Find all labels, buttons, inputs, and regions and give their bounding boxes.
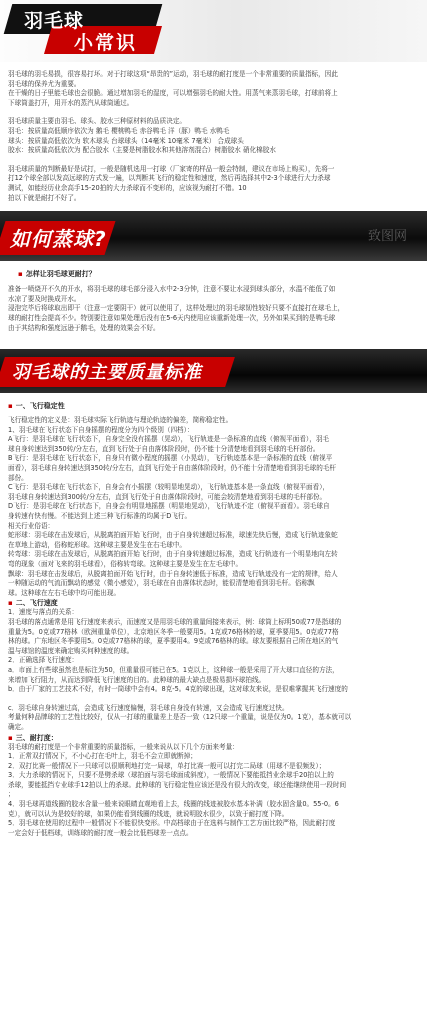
text-line: D飞行：是羽毛球在飞行状态下，自身会有明显地摇摆（明显地晃动），飞行轨迹不定（俯视平面看）。羽毛球自 bbox=[8, 502, 330, 511]
banner-title: 羽毛球的主要质量标准 bbox=[12, 362, 202, 384]
paragraph-gap bbox=[8, 695, 419, 704]
banner-title-line2: 小常识 bbox=[74, 32, 138, 54]
text-line: b．由于厂家的工艺技术不好，有时一筒球中会有4。8克-5。4克的球出现，这对球友来说，是很难掌握其飞行速度的 bbox=[8, 685, 348, 694]
text-line: 羽毛：按质量高低顺序依次为 鹅毛 樱桃鸭毛 赤谷鸭毛 洋（豚）鸭毛 水鸭毛 bbox=[8, 126, 230, 135]
text-line: 胶水：按质量高低依次为 配合胶水（主要是树脂胶水和其他溶剂混合）树脂胶水 硝化棉胶水 bbox=[8, 146, 276, 155]
text-line: 一种随运动的气流而飘动的感觉（微小感觉），羽毛球在自由落体状态时，能很清楚地看到羽毛杆。俗称飘 bbox=[8, 579, 315, 588]
banner-title-line1: 羽毛球 bbox=[24, 10, 85, 32]
text-line: 转弯球：羽毛球在击发球后，从脱离拍面开始飞行时，由于自身转速超过标准，造成飞行轨迹有一个明显地向左转 bbox=[8, 550, 338, 559]
heading-durability: ▪ 三、耐打度： bbox=[8, 733, 419, 743]
text-line: 林的球。广东地区冬季要用5。0克或77格林的球，夏季要用4。9克或76格林的球。球友要根据自己所在地区的气 bbox=[8, 637, 339, 646]
text-line: 羽毛球的耐打度是一个非常重要的质量指标，一般来说从以下几个方面来考量： bbox=[8, 742, 239, 751]
text-line: C飞行：是羽毛球在飞行状态下，自身会有小摇摆（较明显地晃动），飞行轨迹基本是一条直线（俯视平面看）， bbox=[8, 483, 330, 492]
text-line: 确定。 bbox=[8, 722, 28, 731]
text-line: 在干燥的日子里能毛球也会很脆。通过增加羽毛的湿度，可以增强羽毛的耐大性。用蒸气来蒸羽毛球，打球前将上 bbox=[8, 89, 338, 98]
text-line: 杀球，要能抵挡专业球手12拍以上的杀球。此种球的飞行稳定性应该还是没有很大的改变，球还能继续使用一段时间 bbox=[8, 780, 347, 789]
text-line: 由于其结构和强度远逊于鹅毛，处理的效果会不好。 bbox=[8, 323, 160, 332]
text-line: 部份。 bbox=[8, 473, 28, 482]
heading-flight-stability: ▪ 一、飞行稳定性 bbox=[8, 401, 419, 411]
text-line: 1、羽毛球在飞行状态下自身摇摆的程度分为四个级别（四档）： bbox=[8, 425, 194, 434]
text-line: 飘球：羽毛球在击发球后，从脱离拍面开始飞行时，由于自身转速低于标准，造成飞行轨迹没有一定的规律，给人 bbox=[8, 569, 338, 578]
text-line: 羽毛球的落点通常是用飞行速度来表示，而速度又是用羽毛球的重量间接来表示，例：球筒上标明50或77是指球的 bbox=[8, 617, 342, 626]
text-line: 球。这种球在左右毛球中均可能出现。 bbox=[8, 588, 121, 597]
text-line: a．市面上有些球虽然也是标注为50，但重量很可能已在5。1克以上，这种球一般是采用了开大球口直径的方法， bbox=[8, 665, 339, 674]
text-line: 飞行稳定性的定义是：羽毛球实际飞行轨迹与理论轨迹的偏差，简称稳定性。 bbox=[8, 416, 233, 425]
question-heading: ▪ 怎样让羽毛球更耐打？ bbox=[8, 269, 419, 280]
text-line: 球自身转速达到350转/分左右，直到飞行处于自由落体阶段时，仍不能十分清楚地看到羽毛球的毛杆部份。 bbox=[8, 444, 320, 453]
text-line: 拍以下就是耐打不好了。 bbox=[8, 193, 81, 202]
header-banner-badminton-tips bbox=[0, 0, 427, 62]
text-line: 5．羽毛球在使用的过程中一般情况下不能很快变形。中高档球由于在选料与制作工艺方面比较严格，因此耐打度 bbox=[8, 819, 336, 828]
text-line: 羽毛球自身转速达到300转/分左右，直到飞行处于自由落体阶段时，可能会较清楚地看到羽毛球的毛杆部份。 bbox=[8, 492, 327, 501]
text-line: 1．速度与落点的关系： bbox=[8, 608, 79, 617]
intro-section bbox=[0, 62, 427, 203]
text-line: 球头：按质量高低依次为 软木球头 台球球头（14毫米 10毫米 7毫米） 合成球头 bbox=[8, 136, 244, 145]
quality-section bbox=[0, 393, 427, 838]
text-line: 蛇形球：羽毛球在击发球后，从脱离拍面开始飞行时，由于自身转速超过标准，球速先快后慢，造成飞行轨迹象蛇 bbox=[8, 531, 338, 540]
steam-section bbox=[0, 261, 427, 333]
text-line: 面看），羽毛球自身转速达到350转/分左右，直到飞行处于自由落体阶段时，仍不能十分清楚地看到羽毛球的毛杆 bbox=[8, 464, 337, 473]
heading-flight-speed: ▪ 二、飞行速度 bbox=[8, 598, 419, 608]
text-line: ； bbox=[8, 790, 15, 799]
text-line: 羽毛球质量主要由羽毛、球头、胶水三种原材料的品质决定。 bbox=[8, 117, 187, 126]
text-line: 准备一喷烧开不久的开水，将羽毛球的球毛部分浸入水中2-3分钟，注意不要让水浸到球头部分，水温不能低了如 bbox=[8, 285, 336, 294]
text-line: 下球筒盖打开，用开水的蒸汽从球筒通过。 bbox=[8, 98, 134, 107]
text-line: 2．双打比赛一般情况下一只球可以很顺利地打完一局球，单打比赛一般可以打完二局球（用球不是很频发）； bbox=[8, 761, 326, 770]
banner-title: 如何蒸球? bbox=[10, 227, 107, 252]
text-line: 打12个球全部以发高远球的方式发一遍，以判断其飞行的稳定性和速度，然后再选择其中2-3个球进行大力杀球 bbox=[8, 174, 331, 183]
text-line: 身转速有快有慢。不能达到上述三种飞行标准的均属于D飞行。 bbox=[8, 512, 192, 521]
text-line: c．羽毛球自身转速过高，会造成飞行速度偏慢，羽毛球自身没有转速，又会造成飞行速度过快。 bbox=[8, 703, 289, 712]
text-line: 重量为5。0克或77格林（欧洲重量单位），北京地区冬季一般要用5。1克或76格林的球，夏季要用5。0克或77格 bbox=[8, 627, 339, 636]
text-line: A飞行：是羽毛球在飞行状态下，自身完全没有摇摆（晃动），飞行轨迹是一条标准的直线（俯视平面看），羽毛 bbox=[8, 435, 330, 444]
text-line: 羽毛球的羽毛易损，很容易打坏。对于打球这项“昂贵的”运动，羽毛球的耐打度是一个非常重要的质量指标，因此 bbox=[8, 70, 338, 78]
text-line: 水凉了要及时换成开水。 bbox=[8, 294, 81, 303]
paragraph-gap bbox=[8, 156, 419, 165]
banner-quality-standards bbox=[0, 349, 427, 393]
text-line: 2．正确选择飞行速度： bbox=[8, 656, 79, 665]
text-line: 相关行业俗语： bbox=[8, 521, 55, 530]
text-line: 弯的现象（面对飞来的羽毛球看），俗称转弯球。这种球主要是发生在左毛球中。 bbox=[8, 560, 243, 568]
text-line: 1．正常双打情况下，不小心打在毛叶上，羽毛不会立即就断掉； bbox=[8, 752, 197, 761]
text-line: B飞行：是羽毛球在飞行状态下，自身只有微小程度的摇摆（小晃动），飞行轨迹基本是一条标准的直线（俯视平 bbox=[8, 454, 333, 463]
banner-how-to-steam bbox=[0, 211, 427, 261]
text-line: 测试，如能经历业余高手15-20拍的大力杀球而不变形的，应该视为耐打不错。10 bbox=[8, 183, 247, 192]
text-line: 温与球馆的温度来确定购买何种速度的球。 bbox=[8, 646, 134, 655]
text-line: 浸泡完毕后将球取出即干（注意一定要阴干）就可以使用了，这样处理过的羽毛球韧性较好只要不直接打在球毛上， bbox=[8, 304, 345, 313]
text-line: 克），就可以认为是较好的球，如果仍能看到线圈的线迹，就说明胶水很少，以致于耐打度下降。 bbox=[8, 809, 289, 818]
text-line: 一定会好于低档球，训练球的耐打度一般会比低档球差一点点。 bbox=[8, 828, 193, 837]
text-line: 球的耐打性会提高不少。特别要注意如果处理后没有在5-6天内使用应该重新处理一次，另外如果买到的是鸭毛球 bbox=[8, 313, 336, 322]
text-line: 在草地上游动，俗称蛇形球。这种球主要是发生在右毛球中。 bbox=[8, 540, 187, 549]
text-line: 4．羽毛球再道线圈的胶水含量一般来说眼睛直观地看上去，线圈的线迹被胶水基本补满（胶水固含量0。55-0。6 bbox=[8, 800, 339, 809]
text-line: 考量何种品牌球的工艺性比较好，仅从一打球的重量差上是否一致（12只球一个重量，说是仅为0。1克），基本就可以 bbox=[8, 713, 352, 722]
text-line: 羽毛球质量的判断最好是试打，一般是随机选用一打球（厂家寄的样品一般会特制，建议在市场上购买），先将一 bbox=[8, 164, 335, 173]
text-line: 来增加飞行阻力，从而达到降低飞行速度的目的。此种球的最大缺点是极易损坏球拍线。 bbox=[8, 675, 266, 684]
text-line: 3．大力杀球的情况下，只要不是劈杀球（球拍面与羽毛球面成斜度），一般情况下要能抵挡业余球手20拍以上的 bbox=[8, 771, 334, 780]
text-line: 羽毛球的保养尤为重要。 bbox=[8, 79, 81, 88]
banner-watermark: 致图网 bbox=[367, 229, 407, 245]
